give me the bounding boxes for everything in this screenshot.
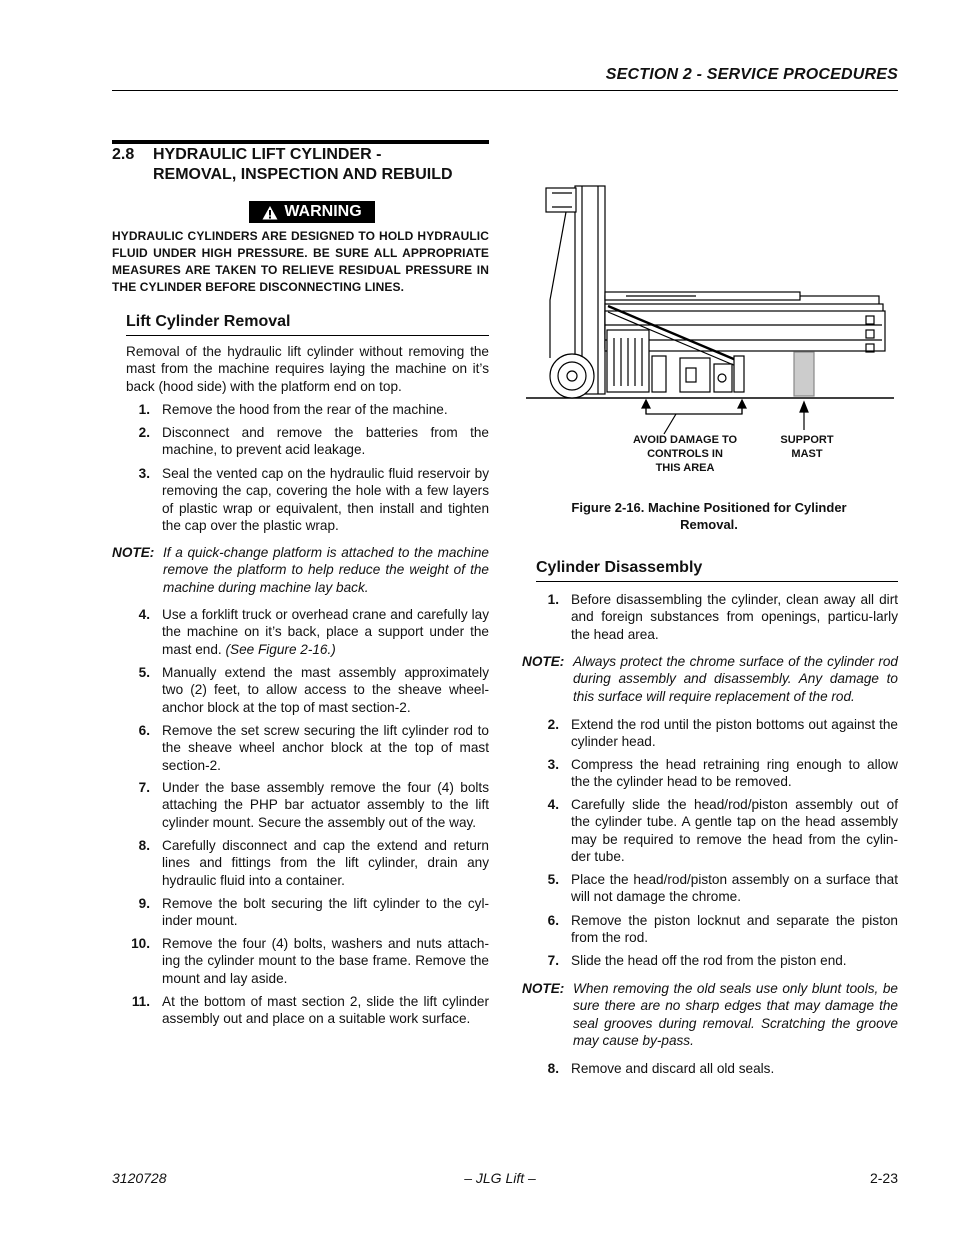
footer-doc-number: 3120728 <box>112 1170 167 1186</box>
disassembly-heading: Cylinder Disassembly <box>536 559 703 576</box>
removal-step-11: 11. At the bottom of mast section 2, slide the lift cylinder assembly out and place on a suitable work surface. <box>131 994 489 1027</box>
callout-avoid-damage: AVOID DAMAGE TO CONTROLS IN THIS AREA <box>632 434 738 474</box>
disassembly-step-8: 8. Remove and discard all old seals. <box>547 1061 775 1076</box>
removal-step-2: 2. Disconnect and remove the batteries from the machine, to prevent acid leakage. <box>138 425 489 458</box>
removal-step-7: 7. Under the base assembly remove the four (4) bolts attaching the PHP bar actuator assembly to the lift cylinder mount. Secure the assembly out of the way. <box>138 780 489 830</box>
removal-note: NOTE: If a quick-change platform is attached to the machine remove the platform to help reduce the weight of the machine during machine lay back. <box>112 545 489 595</box>
header-rule <box>112 90 898 91</box>
support-block <box>794 352 814 396</box>
warning-label: WARNING <box>284 203 362 220</box>
removal-step-10: 10. Remove the four (4) bolts, washers and nuts attach-ing the cylinder mount to the base frame. Remove the mount and lay aside. <box>131 936 489 986</box>
footer-center: – JLG Lift – <box>464 1170 536 1186</box>
section-number: 2.8 <box>112 146 135 163</box>
disassembly-step-7: 7. Slide the head off the rod from the piston end. <box>547 953 847 968</box>
removal-step-8: 8. Carefully disconnect and cap the extend and return lines and fittings from the lift cylinder, drain any hydraulic fluid into a container. <box>138 838 489 888</box>
removal-step-1: 1. Remove the hood from the rear of the machine. <box>138 402 448 417</box>
control-block-3 <box>714 364 732 392</box>
control-block-2 <box>680 358 710 392</box>
removal-step-6: 6. Remove the set screw securing the lift cylinder rod to the sheave wheel anchor block at the top of mast section-2. <box>138 723 489 773</box>
disassembly-step-3: 3. Compress the head retraining ring enough to allow the the cylinder head to be removed. <box>547 757 898 790</box>
disassembly-step-6: 6. Remove the piston locknut and separate the piston from the rod. <box>547 913 898 946</box>
control-block-1 <box>652 356 666 392</box>
disassembly-heading-rule <box>536 581 898 582</box>
section-title-line2: REMOVAL, INSPECTION AND REBUILD <box>153 166 453 183</box>
figure-caption: Figure 2-16. Machine Positioned for Cylinder Removal. <box>571 500 847 532</box>
callout-support-mast: SUPPORT MAST <box>780 434 834 460</box>
section-rule <box>112 140 489 144</box>
figure-reference: (See Figure 2-16.) <box>225 641 336 657</box>
disassembly-step-1: 1. Before disassembling the cylinder, clean away all dirt and foreign substances from openings, particu-larly the head area. <box>547 592 898 642</box>
disassembly-step-4: 4. Carefully slide the head/rod/piston assembly out of the cylinder tube. A gentle tap on the head assembly may be required to remove the head from the cylin-der tube. <box>547 797 898 864</box>
removal-step-3: 3. Seal the vented cap on the hydraulic fluid reservoir by removing the cap, covering the hole with a few layers of plastic wrap or equivalent, then install and tighten the cap over the plastic wrap. <box>138 466 489 533</box>
disassembly-step-2: 2. Extend the rod until the piston bottoms out against the cylinder head. <box>547 717 898 750</box>
warning-text: HYDRAULIC CYLINDERS ARE DESIGNED TO HOLD HYDRAULIC FLUID UNDER HIGH PRESSURE. BE SURE ALL APPROPRIATE MEASURES ARE TAKEN TO RELIEVE RESIDUAL PRESSURE IN THE CYLINDER BEFORE DISCONNECTING LINES. <box>112 229 489 294</box>
warning-triangle-icon <box>262 205 278 220</box>
removal-step-9: 9. Remove the bolt securing the lift cylinder to the cyl-inder mount. <box>138 896 489 929</box>
removal-step-5: 5. Manually extend the mast assembly approximately two (2) feet, to allow access to the sheave wheel-anchor block at the top of mast section-2. <box>138 665 489 715</box>
disassembly-note-2: NOTE: When removing the old seals use only blunt tools, be sure there are no sharp edges that may damage the seal grooves during removal. Scratching the groove may cause by-pass. <box>522 981 898 1048</box>
warning-badge <box>249 201 375 223</box>
removal-step-4: 4. Use a forklift truck or overhead crane and carefully lay the machine on it’s back, place a support under the mast end. (See Figure 2-16.) <box>138 607 489 657</box>
removal-heading-rule <box>126 335 489 336</box>
removal-heading: Lift Cylinder Removal <box>126 313 291 330</box>
footer-page-number: 2-23 <box>869 1170 898 1186</box>
controls-bracket <box>646 408 742 414</box>
removal-intro: Removal of the hydraulic lift cylinder without removing the mast from the machine requires laying the machine on it’s back (hood side) with the platform end on top. <box>126 344 489 394</box>
section-header: SECTION 2 - SERVICE PROCEDURES <box>605 66 898 83</box>
section-title <box>112 145 489 185</box>
disassembly-note-1: NOTE: Always protect the chrome surface of the cylinder rod during assembly and disassembly. Any damage to this surface will require replacement of the rod. <box>522 654 898 704</box>
wheel <box>550 354 594 398</box>
disassembly-step-5: 5. Place the head/rod/piston assembly on a surface that will not damage the chrome. <box>547 872 898 905</box>
section-title-line1: HYDRAULIC LIFT CYLINDER - <box>153 146 382 163</box>
